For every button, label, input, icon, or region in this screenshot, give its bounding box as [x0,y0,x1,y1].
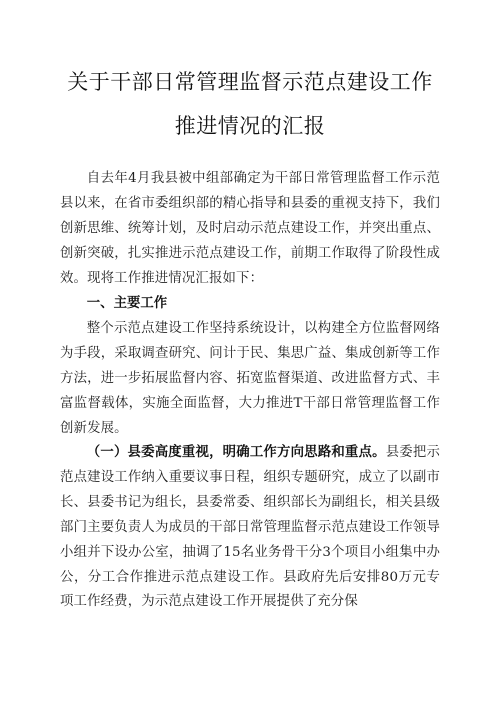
section1-paragraph: 整个示范点建设工作坚持系统设计，以构建全方位监督网络为手段，采取调查研究、问计于民、集思广益、集成创新等工作方法，进一步拓展监督内容、拓宽监督渠道、改进监督方式、丰富监督载体，实施全面监督，大力推进T干部日常管理监督工作创新发展。 [60,321,440,436]
section-heading-main-work: 一、主要工作 [86,296,168,311]
document-title-line-2: 推进情况的汇报 [174,114,326,138]
document-title-line-1: 关于干部日常管理监督示范点建设工作 [67,70,433,94]
subsection1-paragraph-block [60,441,440,615]
subsection1-heading: （一）县委高度重视，明确工作方向思路和重点。 [86,445,386,460]
subsection1-paragraph [60,441,440,615]
intro-paragraph-block [60,167,440,292]
section1-paragraph-block [60,317,440,442]
subsection1-body: 县委把示范点建设工作纳入重要议事日程，组织专题研究，成立了以副市长、县委书记为组长，县委常委、组织部长为副组长，相关县级部门主要负责人为成员的干部日常管理监督示范点建设工作领导小组并下设办公室，抽调了15名业务骨干分3个项目小组集中办公，分工合作推进示范点建设工作。县政府先后安排80万元专项工作经费，为示范点建设工作开展提供了充分保 [60,445,440,610]
intro-paragraph: 自去年4月我县被中组部确定为干部日常管理监督工作示范县以来，在省市委组织部的精心指导和县委的重视支持下，我们创新思维、统筹计划，及时启动示范点建设工作，并突出重点、创新突破，扎实推进示范点建设工作，前期工作取得了阶段性成效。现将工作推进情况汇报如下： [60,171,440,286]
